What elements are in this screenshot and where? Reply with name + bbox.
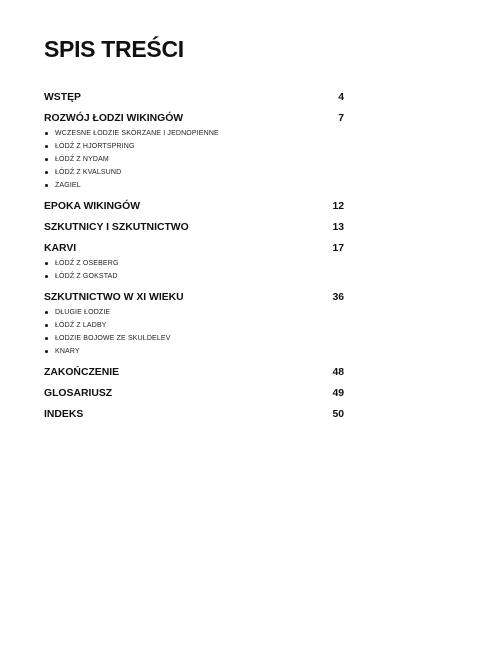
toc-sublist bbox=[44, 127, 344, 192]
toc-subentry-label: ŁÓDŹ Z NYDAM bbox=[55, 156, 109, 163]
bullet-icon bbox=[45, 350, 48, 353]
toc-row bbox=[44, 222, 344, 234]
bullet-icon bbox=[45, 275, 48, 278]
toc-entry-label: KARVI bbox=[44, 243, 77, 254]
toc-row bbox=[44, 292, 344, 304]
toc-entry-label: WSTĘP bbox=[44, 92, 81, 103]
table-of-contents bbox=[44, 92, 344, 421]
toc-subentry-label: ŁÓDŹ Z OSEBERG bbox=[55, 260, 119, 267]
toc-subentry bbox=[44, 345, 344, 358]
toc-row bbox=[44, 113, 344, 125]
toc-entry-label: SZKUTNICY I SZKUTNICTWO bbox=[44, 222, 189, 233]
toc-page-number: 49 bbox=[332, 388, 344, 399]
toc-entry-label: GLOSARIUSZ bbox=[44, 388, 113, 399]
toc-entry-karvi bbox=[44, 243, 344, 283]
toc-page-number: 12 bbox=[332, 201, 344, 212]
toc-page-number: 7 bbox=[338, 113, 344, 124]
toc-entry-label: EPOKA WIKINGÓW bbox=[44, 201, 141, 212]
toc-subentry-label: ŻAGIEL bbox=[55, 182, 81, 189]
toc-subentry bbox=[44, 166, 344, 179]
bullet-icon bbox=[45, 262, 48, 265]
bullet-icon bbox=[45, 132, 48, 135]
toc-entry-label: INDEKS bbox=[44, 409, 84, 420]
toc-entry-label: ROZWÓJ ŁODZI WIKINGÓW bbox=[44, 113, 184, 124]
toc-entry-wstep bbox=[44, 92, 344, 104]
toc-row bbox=[44, 243, 344, 255]
bullet-icon bbox=[45, 158, 48, 161]
bullet-icon bbox=[45, 145, 48, 148]
toc-entry-szkutnictwo-xi-wieku bbox=[44, 292, 344, 358]
toc-entry-epoka-wikingow bbox=[44, 201, 344, 213]
toc-row bbox=[44, 201, 344, 213]
bullet-icon bbox=[45, 311, 48, 314]
toc-page-number: 50 bbox=[332, 409, 344, 420]
toc-subentry bbox=[44, 257, 344, 270]
toc-subentry-label: ŁODZIE BOJOWE ZE SKULDELEV bbox=[55, 335, 171, 342]
toc-subentry-label: ŁÓDŹ Z GOKSTAD bbox=[55, 273, 118, 280]
toc-row bbox=[44, 367, 344, 379]
bullet-icon bbox=[45, 171, 48, 174]
toc-subentry-label: ŁÓDŹ Z LADBY bbox=[55, 322, 107, 329]
toc-entry-label: SZKUTNICTWO W XI WIEKU bbox=[44, 292, 184, 303]
toc-subentry-label: WCZESNE ŁODZIE SKÓRZANE I JEDNOPIENNE bbox=[55, 130, 219, 137]
toc-entry-label: ZAKOŃCZENIE bbox=[44, 367, 120, 378]
toc-row bbox=[44, 92, 344, 104]
toc-subentry-label: KNARY bbox=[55, 348, 80, 355]
toc-subentry bbox=[44, 306, 344, 319]
toc-entry-glosariusz bbox=[44, 388, 344, 400]
toc-subentry bbox=[44, 179, 344, 192]
bullet-icon bbox=[45, 337, 48, 340]
toc-page-number: 48 bbox=[332, 367, 344, 378]
toc-entry-indeks bbox=[44, 409, 344, 421]
bullet-icon bbox=[45, 324, 48, 327]
toc-subentry bbox=[44, 270, 344, 283]
page-title: SPIS TREŚCI bbox=[44, 36, 184, 62]
toc-entry-szkutnicy bbox=[44, 222, 344, 234]
toc-subentry-label: ŁÓDŹ Z HJORTSPRING bbox=[55, 143, 135, 150]
toc-subentry bbox=[44, 332, 344, 345]
toc-sublist bbox=[44, 257, 344, 283]
toc-subentry bbox=[44, 140, 344, 153]
toc-row bbox=[44, 409, 344, 421]
toc-subentry-label: DŁUGIE ŁODZIE bbox=[55, 309, 111, 316]
toc-subentry-label: ŁÓDŹ Z KVALSUND bbox=[55, 169, 122, 176]
toc-page-number: 36 bbox=[332, 292, 344, 303]
toc-page-number: 13 bbox=[332, 222, 344, 233]
toc-row bbox=[44, 388, 344, 400]
toc-sublist bbox=[44, 306, 344, 358]
toc-page-number: 17 bbox=[332, 243, 344, 254]
toc-entry-rozwoj-lodzi bbox=[44, 113, 344, 192]
toc-entry-zakonczenie bbox=[44, 367, 344, 379]
toc-subentry bbox=[44, 153, 344, 166]
bullet-icon bbox=[45, 184, 48, 187]
toc-subentry bbox=[44, 319, 344, 332]
toc-page-number: 4 bbox=[338, 92, 344, 103]
toc-subentry bbox=[44, 127, 344, 140]
